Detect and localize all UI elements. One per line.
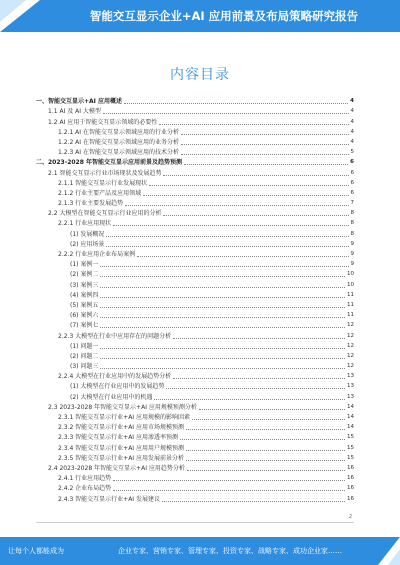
toc-entry-title: 2.4.1 行业应用趋势 [58,475,112,483]
toc-leader-dots [163,175,348,176]
toc-entry-page: 6 [350,169,354,176]
toc-leader-dots [125,205,348,206]
toc-entry-title: (3) 案例三 [70,281,99,289]
toc-entry-page: 12 [347,363,354,370]
page-number: 2 [348,514,352,520]
toc-entry[interactable] [36,371,354,381]
toc-entry[interactable] [36,432,354,442]
toc-entry[interactable] [36,463,354,473]
toc-entry[interactable] [36,290,354,300]
toc-entry-title: (2) 案例二 [70,271,99,279]
toc-entry-page: 4 [350,138,354,145]
toc-entry-page: 12 [347,342,354,349]
toc-entry[interactable] [36,300,354,310]
toc-entry[interactable] [36,198,354,208]
toc-entry[interactable] [36,391,354,401]
toc-entry-title: 2.3.5 智能交互显示行业+AI 应用发展前景分析 [58,454,184,462]
toc-leader-dots [181,144,349,145]
toc-entry-title: (1) 发展概况 [70,230,105,238]
toc-entry-page: 12 [347,352,354,359]
toc-entry-page: 13 [347,393,354,400]
toc-entry-title: 2.2.2 行业应用企业布局案例 [58,251,136,258]
toc-leader-dots [173,338,345,339]
toc-entry[interactable] [36,341,354,351]
toc-leader-dots [100,276,345,277]
toc-entry[interactable] [36,137,354,147]
toc-entry-page: 7 [350,200,354,207]
toc-entry-page: 9 [350,261,354,268]
toc-leader-dots [113,490,345,491]
toc-entry-title: 1.2.3 AI 在智能交互显示领域应用的技术分析 [58,149,179,157]
toc-entry-title: 2.3.3 智能交互显示行业+AI 应用渗透率预测 [58,434,178,442]
toc-entry[interactable] [36,249,354,259]
toc-entry-title: (1) 问题一 [70,342,99,350]
toc-leader-dots [100,317,345,318]
toc-leader-dots [149,185,348,186]
toc-entry[interactable] [36,279,354,289]
toc-entry-page: 6 [350,189,354,196]
toc-entry-page: 15 [347,454,354,461]
toc-entry[interactable] [36,147,354,157]
toc-leader-dots [181,134,349,135]
toc-entry-page: 11 [347,291,354,298]
toc-entry-title: 2.4 2023-2028 年智能交互显示+AI 应用趋势分析 [48,464,185,472]
toc-entry-page: 4 [350,118,354,125]
toc-entry[interactable] [36,269,354,279]
toc-entry[interactable] [36,188,354,198]
toc-leader-dots [100,368,345,369]
toc-entry-title: 2.2.1 行业应用现状 [58,220,112,228]
toc-entry[interactable] [36,330,354,340]
table-of-contents [36,96,354,504]
toc-entry-title: (2) 应用场景 [70,240,105,248]
toc-entry-title: 2.4.3 智能交互显示行业+AI 发展建议 [58,495,160,503]
toc-entry-page: 8 [350,220,354,227]
toc-entry-title: 2.2 大模型在智能交互显示行业应用的分析 [48,210,162,218]
toc-entry[interactable] [36,310,354,320]
toc-entry-title: 2.3.2 智能交互显示行业+AI 应用市场规模预测 [58,424,184,432]
toc-entry-title: 1.2.1 AI 在智能交互显示领域应用的行业分析 [58,128,179,136]
toc-entry[interactable] [36,351,354,361]
toc-entry-page: 16 [347,485,354,492]
toc-entry-page: 16 [347,475,354,482]
toc-leader-dots [186,429,345,430]
toc-entry-page: 10 [347,271,354,278]
toc-leader-dots [124,103,348,104]
toc-leader-dots [113,225,348,226]
toc-entry[interactable] [36,106,354,116]
toc-entry[interactable] [36,381,354,391]
toc-entry-page: 8 [350,210,354,217]
toc-entry[interactable] [36,96,354,106]
toc-entry[interactable] [36,116,354,126]
toc-entry-title: 1.2 AI 应用于智能交互显示领域的必要性 [48,118,158,126]
toc-entry-title: 2.2.4 大模型在行业应用中的发展趋势分析 [58,373,172,381]
toc-entry-title: (2) 大模型在行业应用中的机遇 [70,393,153,401]
header-bar [0,0,400,32]
toc-leader-dots [199,409,345,410]
report-title: 智能交互显示企业+AI 应用前景及布局策略研究报告 [89,9,359,23]
toc-entry-title: 二、2023-2028 年智能交互显示应用前景及趋势预测 [36,159,182,167]
toc-leader-dots [103,113,349,114]
toc-entry[interactable] [36,208,354,218]
toc-leader-dots [100,297,345,298]
toc-entry-title: (2) 问题二 [70,352,99,360]
toc-entry-page: 12 [347,322,354,329]
toc-entry-title: 2.4.2 企业布局趋势 [58,485,112,493]
toc-leader-dots [100,307,345,308]
toc-entry-title: 2.1.2 行业主要产品及应用领域 [58,189,142,197]
toc-entry[interactable] [36,412,354,422]
toc-leader-dots [173,378,345,379]
toc-leader-dots [162,501,345,502]
toc-entry-page: 9 [350,240,354,247]
toc-entry-page: 9 [350,251,354,257]
toc-heading: 内容目录 [170,67,230,83]
toc-entry-title: (1) 案例一 [70,261,99,269]
toc-leader-dots [180,439,345,440]
toc-entry[interactable] [36,239,354,249]
toc-entry-page: 15 [347,444,354,451]
header-corner-accent [0,0,26,22]
toc-divider [36,522,354,523]
toc-entry-title: (5) 案例五 [70,301,99,309]
toc-leader-dots [187,470,345,471]
footer-tagline: 企业专家、营销专家、管理专家、投资专家、战略专家、成功企业家…… [118,547,342,555]
toc-entry-page: 13 [347,373,354,380]
toc-entry-page: 13 [347,383,354,390]
toc-entry[interactable] [36,157,354,167]
toc-leader-dots [184,164,348,165]
toc-entry-page: 11 [347,312,354,319]
toc-entry[interactable] [36,167,354,177]
toc-entry[interactable] [36,127,354,137]
toc-entry[interactable] [36,402,354,412]
toc-entry-title: 2.1.3 行业主要发展趋势 [58,200,124,208]
toc-leader-dots [106,236,348,237]
toc-leader-dots [166,388,345,389]
toc-leader-dots [100,348,345,349]
toc-entry-page: 8 [350,230,354,237]
toc-leader-dots [100,327,345,328]
toc-entry[interactable] [36,361,354,371]
toc-entry-title: 2.3 2023-2028 年智能交互显示+AI 应用规模预测分析 [48,403,197,411]
toc-entry-title: 2.1 智能交互显示行业市场现状及发展趋势 [48,169,162,177]
toc-entry[interactable] [36,228,354,238]
toc-leader-dots [186,450,345,451]
toc-entry[interactable] [36,218,354,228]
toc-entry-title: 一、智能交互显示+AI 应用概述 [36,98,122,106]
toc-entry[interactable] [36,320,354,330]
toc-entry-title: (4) 案例四 [70,291,99,299]
toc-leader-dots [113,480,345,481]
toc-entry-page: 6 [350,159,354,166]
toc-leader-dots [143,195,348,196]
toc-leader-dots [163,215,348,216]
toc-leader-dots [154,399,345,400]
toc-entry-title: 2.1.1 智能交互显示行业发展现状 [58,179,148,187]
toc-entry-page: 16 [347,495,354,502]
toc-entry-title: (3) 问题三 [70,363,99,371]
toc-entry-page: 12 [347,332,354,339]
toc-entry-page: 6 [350,179,354,186]
toc-leader-dots [186,460,345,461]
toc-entry-title: 1.1 AI 及 AI 大模型 [48,108,101,116]
toc-entry[interactable] [36,473,354,483]
toc-entry-page: 14 [347,424,354,431]
toc-leader-dots [100,266,348,267]
toc-leader-dots [100,287,345,288]
toc-entry-page: 5 [350,149,354,156]
toc-leader-dots [159,124,348,125]
toc-entry-page: 11 [347,301,354,308]
toc-entry-title: 2.3.4 智能交互显示行业+AI 应用用户规模预测 [58,444,184,452]
toc-entry[interactable] [36,259,354,269]
toc-entry[interactable] [36,493,354,503]
toc-entry[interactable] [36,178,354,188]
footer-bar [0,537,400,565]
toc-entry-page: 4 [350,128,354,135]
toc-entry[interactable] [36,453,354,463]
toc-entry-page: 14 [347,414,354,420]
toc-entry-title: (6) 案例六 [70,312,99,320]
toc-leader-dots [106,246,348,247]
toc-entry-title: (1) 大模型在行业应用中的发展趋势 [70,383,165,391]
toc-entry-page: 4 [350,98,354,105]
toc-entry-page: 10 [347,281,354,288]
toc-entry-page: 14 [347,403,354,410]
toc-entry-title: 1.2.2 AI 在智能交互显示领域应用的业务分析 [58,138,179,146]
toc-entry-title: 2.3.1 智能交互显示行业+AI 应用规模的影响因素 [58,414,190,421]
footer-slogan: 让每个人都能成为 [8,547,64,555]
footer-corner-accent [388,549,400,565]
toc-leader-dots [181,154,349,155]
toc-leader-dots [192,419,345,420]
toc-entry-page: 4 [350,108,354,115]
toc-entry-page: 16 [347,464,354,471]
toc-entry-title: 2.2.3 大模型在行业中应用存在的问题分析 [58,332,172,340]
toc-entry[interactable] [36,442,354,452]
toc-entry-page: 15 [347,434,354,441]
toc-entry[interactable] [36,483,354,493]
toc-leader-dots [137,256,348,257]
toc-leader-dots [100,358,345,359]
toc-entry-title: (7) 案例七 [70,322,99,330]
toc-entry[interactable] [36,422,354,432]
